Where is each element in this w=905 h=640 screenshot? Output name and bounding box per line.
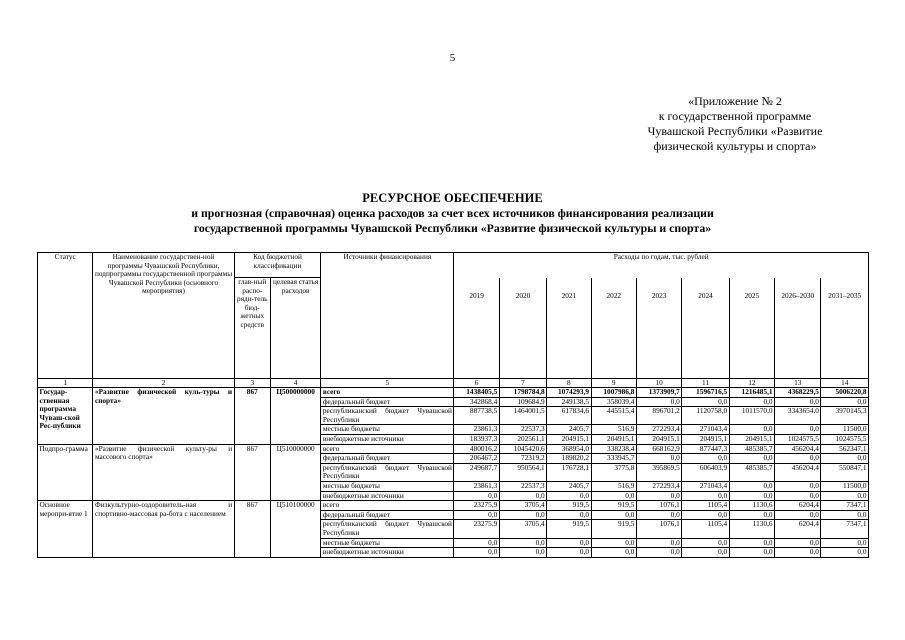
header-year: 2022 <box>591 278 636 379</box>
row-value: 485385,7 <box>729 444 774 454</box>
appendix-line-3: Чувашской Республики «Развитие <box>647 124 823 138</box>
row-value: 249687,7 <box>454 463 499 481</box>
row-value: 2405,7 <box>547 482 591 492</box>
row-source: внебюджетные источники <box>321 491 454 501</box>
row-value: 550847,1 <box>821 463 869 481</box>
row-value: 1045420,6 <box>499 444 546 454</box>
row-source: местные бюджеты <box>321 482 454 492</box>
row-value: 0,0 <box>591 491 636 501</box>
row-value: 6204,4 <box>775 520 821 538</box>
column-number: 11 <box>682 378 729 388</box>
row-value: 1438405,5 <box>454 388 499 398</box>
row-name: Физкультурно-оздоровитель-ная и спортивно-массовая ра-бота с населением <box>93 501 234 558</box>
header-year: 2024 <box>682 278 729 379</box>
row-value: 0,0 <box>821 397 869 407</box>
row-target-article: Ц510100000 <box>270 501 320 558</box>
row-value: 0,0 <box>729 454 774 464</box>
row-source: внебюджетные источники <box>321 435 454 445</box>
column-number: 14 <box>821 378 869 388</box>
row-value: 0,0 <box>729 397 774 407</box>
row-value: 3775,8 <box>591 463 636 481</box>
row-manager-code: 867 <box>234 444 270 501</box>
resource-table <box>37 252 869 558</box>
row-value: 5006220,8 <box>821 388 869 398</box>
table-row <box>38 501 869 511</box>
row-value: 0,0 <box>636 510 681 520</box>
row-source: республиканский бюджет Чувашской Республики <box>322 406 452 424</box>
row-value: 1216485,1 <box>729 388 774 398</box>
row-value: 919,5 <box>547 520 591 538</box>
row-value: 7347,1 <box>821 501 869 511</box>
row-value: 0,0 <box>821 454 869 464</box>
row-target-article: Ц510000000 <box>270 444 320 501</box>
row-status: Государ-ственная программа Чуваш-ской Рес-публики <box>38 388 93 445</box>
row-source: федеральный бюджет <box>321 510 454 520</box>
row-value: 0,0 <box>636 454 681 464</box>
header-year: 2023 <box>636 278 681 379</box>
row-value: 11500,0 <box>821 482 869 492</box>
appendix-note <box>600 94 870 154</box>
row-value: 271043,4 <box>682 425 729 435</box>
title-line-1: РЕСУРСНОЕ ОБЕСПЕЧЕНИЕ <box>362 191 543 205</box>
row-value: 1105,4 <box>682 501 729 511</box>
row-value: 272293,4 <box>636 425 681 435</box>
row-value: 2405,7 <box>547 425 591 435</box>
row-value: 0,0 <box>775 425 821 435</box>
row-source: местные бюджеты <box>321 425 454 435</box>
row-value: 0,0 <box>682 510 729 520</box>
column-number: 13 <box>775 378 821 388</box>
row-value: 204915,1 <box>729 435 774 445</box>
row-value: 456204,4 <box>775 463 821 481</box>
row-value: 1076,1 <box>636 501 681 511</box>
row-value: 0,0 <box>636 397 681 407</box>
row-value: 6204,4 <box>775 501 821 511</box>
header-expenses: Расходы по годам, тыс. рублей <box>454 253 869 278</box>
document-title <box>0 190 905 236</box>
row-value: 617834,6 <box>547 407 591 425</box>
row-source: республиканский бюджет Чувашской Республики <box>322 463 452 481</box>
row-value: 0,0 <box>499 538 546 548</box>
row-value: 0,0 <box>821 548 869 558</box>
row-manager-code: 867 <box>234 501 270 558</box>
column-number: 6 <box>454 378 499 388</box>
column-number: 4 <box>270 378 320 388</box>
row-value: 919,5 <box>591 520 636 538</box>
column-number: 1 <box>38 378 93 388</box>
row-value: 0,0 <box>499 510 546 520</box>
column-number: 8 <box>547 378 591 388</box>
row-value: 368954,0 <box>547 444 591 454</box>
row-value: 206467,2 <box>454 454 499 464</box>
row-value: 0,0 <box>682 491 729 501</box>
appendix-line-4: физической культуры и спорта» <box>653 139 817 153</box>
header-year: 2026–2030 <box>775 278 821 379</box>
row-value: 950564,1 <box>499 463 546 481</box>
row-value: 23275,9 <box>454 501 499 511</box>
row-value: 183937,3 <box>454 435 499 445</box>
row-value: 0,0 <box>591 510 636 520</box>
row-value: 0,0 <box>591 538 636 548</box>
row-source: федеральный бюджет <box>321 454 454 464</box>
row-value: 395869,5 <box>636 463 681 481</box>
row-value: 3970145,3 <box>821 407 869 425</box>
header-target-article: целевая статья расходов <box>270 278 320 379</box>
row-value: 23275,9 <box>454 520 499 538</box>
row-value: 877447,3 <box>682 444 729 454</box>
row-target-article: Ц500000000 <box>270 388 320 445</box>
row-value: 0,0 <box>682 454 729 464</box>
header-year: 2031–2035 <box>821 278 869 379</box>
row-value: 176728,1 <box>547 463 591 481</box>
row-value: 0,0 <box>729 510 774 520</box>
column-number: 2 <box>93 378 234 388</box>
row-value: 3705,4 <box>499 501 546 511</box>
row-value: 204915,1 <box>591 435 636 445</box>
row-value: 109684,9 <box>499 397 546 407</box>
row-value: 919,5 <box>591 501 636 511</box>
title-line-3: государственной программы Чувашской Республики «Развитие физической культуры и спорта» <box>193 221 712 235</box>
row-source: местные бюджеты <box>321 538 454 548</box>
row-value: 11500,0 <box>821 425 869 435</box>
row-value: 516,9 <box>591 425 636 435</box>
row-value: 1130,6 <box>729 520 774 538</box>
row-value: 1596716,5 <box>682 388 729 398</box>
row-value: 887738,5 <box>454 407 499 425</box>
row-value: 22537,3 <box>499 482 546 492</box>
row-value: 0,0 <box>729 425 774 435</box>
header-year: 2019 <box>454 278 499 379</box>
row-value: 1074293,9 <box>547 388 591 398</box>
header-status: Статус <box>38 253 93 379</box>
row-value: 4368229,5 <box>775 388 821 398</box>
row-value: 0,0 <box>729 491 774 501</box>
row-status: Основное меропри-ятие 1 <box>38 501 93 558</box>
row-status: Подпро-грамма <box>38 444 93 501</box>
row-value: 0,0 <box>775 491 821 501</box>
row-value: 0,0 <box>499 491 546 501</box>
appendix-line-2: к государственной программе <box>658 109 812 123</box>
row-value: 445515,4 <box>591 407 636 425</box>
row-value: 0,0 <box>682 548 729 558</box>
row-value: 0,0 <box>729 538 774 548</box>
row-value: 271043,4 <box>682 482 729 492</box>
row-value: 1007986,8 <box>591 388 636 398</box>
row-value: 516,9 <box>591 482 636 492</box>
header-year: 2020 <box>499 278 546 379</box>
row-value: 0,0 <box>454 538 499 548</box>
column-number-row <box>38 378 869 388</box>
row-value: 3705,4 <box>499 520 546 538</box>
table-row <box>38 444 869 454</box>
row-value: 338238,4 <box>591 444 636 454</box>
row-name: «Развитие физической культу-ры и массового спорта» <box>93 444 234 501</box>
column-number: 7 <box>499 378 546 388</box>
row-value: 23861,3 <box>454 482 499 492</box>
row-value: 1076,1 <box>636 520 681 538</box>
header-year: 2021 <box>547 278 591 379</box>
row-value: 1120758,0 <box>682 407 729 425</box>
row-value: 202561,1 <box>499 435 546 445</box>
row-value: 0,0 <box>821 538 869 548</box>
row-value: 0,0 <box>775 510 821 520</box>
row-value: 189820,2 <box>547 454 591 464</box>
row-value: 485385,7 <box>729 463 774 481</box>
row-value: 0,0 <box>547 510 591 520</box>
row-value: 7347,1 <box>821 520 869 538</box>
title-line-2: и прогнозная (справочная) оценка расходов за счет всех источников финансирования реализации <box>191 206 714 220</box>
row-value: 0,0 <box>636 548 681 558</box>
row-value: 0,0 <box>821 491 869 501</box>
row-value: 22537,3 <box>499 425 546 435</box>
row-source: всего <box>321 444 454 454</box>
row-value: 668162,9 <box>636 444 681 454</box>
row-value: 562347,1 <box>821 444 869 454</box>
column-number: 9 <box>591 378 636 388</box>
table-row <box>38 388 869 398</box>
row-value: 358039,4 <box>591 397 636 407</box>
row-source: республиканский бюджет Чувашской Республики <box>322 519 452 537</box>
row-value: 1011570,0 <box>729 407 774 425</box>
row-value: 3343654,0 <box>775 407 821 425</box>
row-value: 72319,2 <box>499 454 546 464</box>
column-number: 5 <box>321 378 454 388</box>
row-value: 249138,5 <box>547 397 591 407</box>
header-row-1 <box>38 253 869 278</box>
row-value: 1373909,7 <box>636 388 681 398</box>
row-source: всего <box>321 501 454 511</box>
row-value: 204915,1 <box>636 435 681 445</box>
table-body <box>38 253 869 558</box>
row-value: 0,0 <box>821 510 869 520</box>
row-value: 0,0 <box>682 538 729 548</box>
row-value: 0,0 <box>775 397 821 407</box>
row-value: 480016,2 <box>454 444 499 454</box>
row-value: 0,0 <box>729 482 774 492</box>
row-value: 204915,1 <box>547 435 591 445</box>
row-source: федеральный бюджет <box>321 397 454 407</box>
row-value: 1024575,5 <box>821 435 869 445</box>
row-value: 0,0 <box>547 548 591 558</box>
row-value: 333945,7 <box>591 454 636 464</box>
column-number: 3 <box>234 378 270 388</box>
row-value: 1798784,8 <box>499 388 546 398</box>
row-value: 342868,4 <box>454 397 499 407</box>
row-source: всего <box>321 388 454 398</box>
row-value: 204915,1 <box>682 435 729 445</box>
row-value: 0,0 <box>454 510 499 520</box>
row-value: 0,0 <box>499 548 546 558</box>
row-value: 23861,3 <box>454 425 499 435</box>
header-main-manager: глав-ный распо-ряди-тель бюд-жетных средств <box>234 278 270 379</box>
header-sources: Источники финансирования <box>321 253 454 379</box>
row-source: внебюджетные источники <box>321 548 454 558</box>
header-budget-code: Код бюджетной классификации <box>234 253 321 278</box>
row-value: 606403,9 <box>682 463 729 481</box>
row-value: 0,0 <box>775 454 821 464</box>
row-value: 0,0 <box>636 491 681 501</box>
row-value: 1024575,5 <box>775 435 821 445</box>
row-name: «Развитие физической куль-туры и спорта» <box>93 388 234 445</box>
row-value: 0,0 <box>682 397 729 407</box>
header-name: Наименование государствен-ной программы Чувашской Республики, подпрограммы государственной программы Чувашской Республики (основного мероприятия) <box>93 253 234 379</box>
row-value: 0,0 <box>547 538 591 548</box>
row-value: 1130,6 <box>729 501 774 511</box>
row-value: 0,0 <box>547 491 591 501</box>
row-value: 1105,4 <box>682 520 729 538</box>
row-value: 896701,2 <box>636 407 681 425</box>
row-value: 0,0 <box>454 491 499 501</box>
row-manager-code: 867 <box>234 388 270 445</box>
row-value: 456204,4 <box>775 444 821 454</box>
page-number: 5 <box>449 52 456 64</box>
row-value: 919,5 <box>547 501 591 511</box>
row-value: 1464001,5 <box>499 407 546 425</box>
column-number: 12 <box>729 378 774 388</box>
row-value: 0,0 <box>454 548 499 558</box>
row-value: 0,0 <box>775 538 821 548</box>
appendix-line-1: «Приложение № 2 <box>688 94 782 108</box>
row-value: 0,0 <box>591 548 636 558</box>
row-value: 0,0 <box>775 548 821 558</box>
row-value: 0,0 <box>729 548 774 558</box>
column-number: 10 <box>636 378 681 388</box>
row-value: 0,0 <box>636 538 681 548</box>
header-year: 2025 <box>729 278 774 379</box>
row-value: 0,0 <box>775 482 821 492</box>
row-value: 272293,4 <box>636 482 681 492</box>
